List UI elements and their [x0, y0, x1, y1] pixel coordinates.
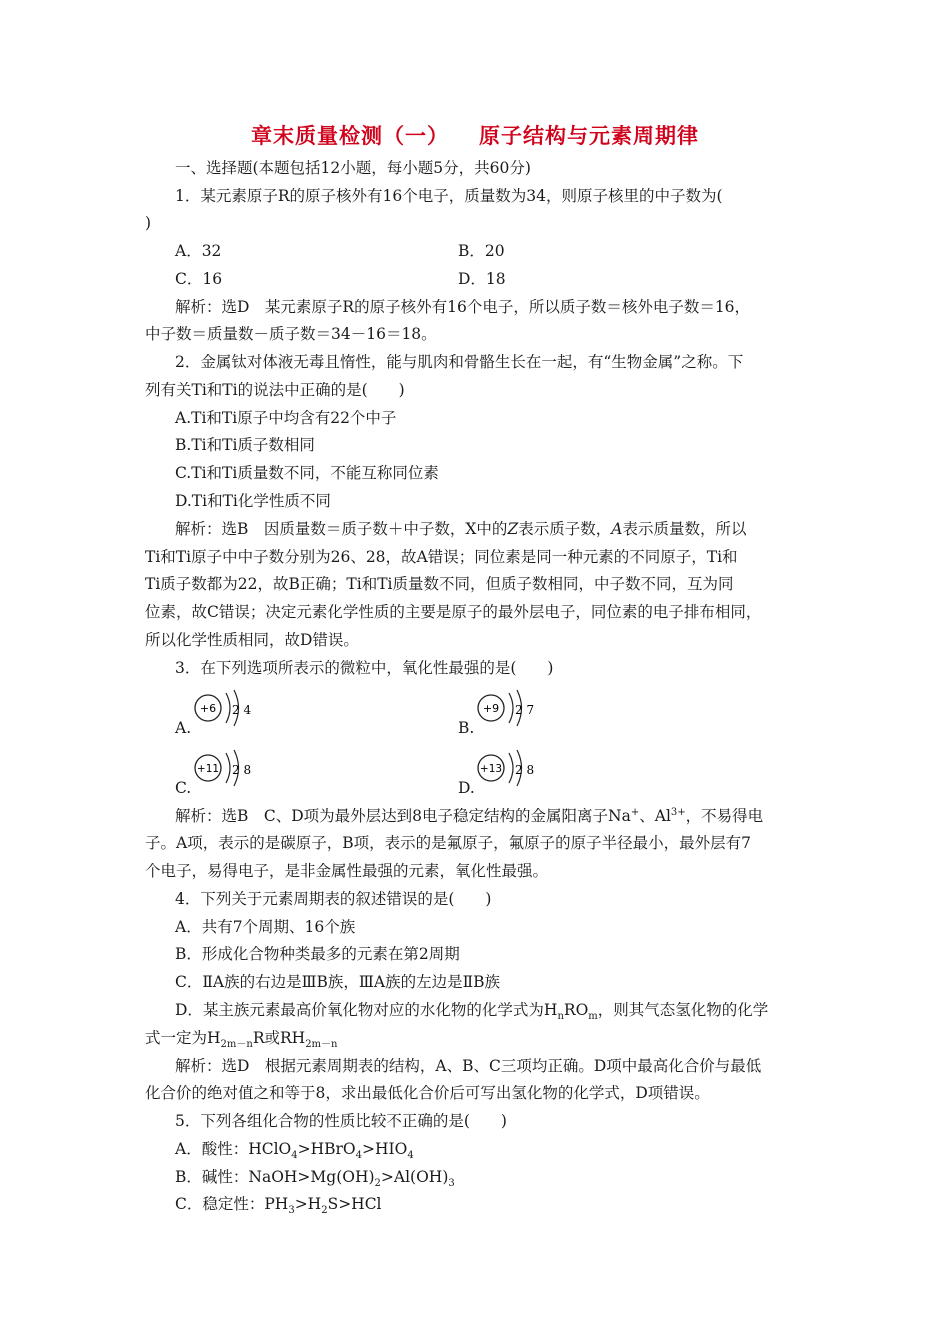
q5-c-text1: C．稳定性：PH [175, 1195, 289, 1213]
q4-d-sub1: n [557, 1011, 564, 1023]
atom-c-nucleus: +11 [196, 763, 220, 775]
q2-stem-line2: 列有关Ti和Ti的说法中正确的是( ) [145, 381, 405, 399]
q3-answer-sup1: + [630, 806, 640, 818]
q4-option-d-line1 [175, 1000, 769, 1023]
q1-answer-line1: 解析：选D 某元素原子R的原子核外有16个电子，所以质子数＝核外电子数＝16， [175, 298, 751, 316]
q5-c-sub2: 2 [321, 1205, 328, 1217]
q4-answer-line2: 化合价的绝对值之和等于8，求出最低化合价后可写出氢化物的化学式，D项错误。 [145, 1084, 710, 1102]
q5-option-c [175, 1194, 382, 1217]
page-title [0, 120, 950, 150]
atom-c-shells: 2 8 [232, 763, 252, 777]
atom-diagram-a [192, 688, 272, 734]
q4-option-a: A．共有7个周期、16个族 [175, 918, 356, 936]
q5-b-text1: B．碱性：NaOH>Mg(OH) [175, 1168, 375, 1186]
q5-a-text3: >HIO [362, 1140, 408, 1158]
q4-d2-text-a: 式一定为H [145, 1029, 221, 1047]
q4-answer-line1: 解析：选D 根据元素周期表的结构，A、B、C三项均正确。D项中最高化合价与最低 [175, 1057, 762, 1075]
q5-c-sub1: 3 [288, 1205, 295, 1217]
q2-stem-line1: 2．金属钛对体液无毒且惰性，能与肌肉和骨骼生长在一起，有“生物金属”之称。下 [175, 353, 744, 371]
q5-c-text2: >H [294, 1195, 322, 1213]
q3-answer-line3: 个电子，易得电子，是非金属性最强的元素，氧化性最强。 [145, 862, 549, 880]
q1-stem-line2: ) [145, 214, 152, 232]
q5-a-sub2: 4 [355, 1150, 363, 1162]
q3-answer-sup2: 3+ [670, 806, 686, 818]
q5-c-text3: S>HCl [327, 1195, 382, 1213]
q3-option-c-label: C. [175, 779, 192, 797]
atom-d-nucleus: +13 [479, 763, 503, 775]
q4-option-d-line2 [145, 1028, 338, 1051]
q5-b-text2: >Al(OH) [380, 1168, 449, 1186]
q2-option-d: D.Ti和Ti化学性质不同 [175, 492, 331, 510]
q4-d2-sub2: 2m－n [305, 1039, 338, 1051]
q3-option-d-label: D. [458, 779, 475, 797]
q5-stem: 5．下列各组化合物的性质比较不正确的是( ) [175, 1112, 507, 1130]
q2-option-b: B.Ti和Ti质子数相同 [175, 436, 315, 454]
q4-d2-sub1: 2m－n [220, 1039, 253, 1051]
q1-option-d: D．18 [458, 270, 506, 288]
q3-option-b-label: B. [458, 719, 475, 737]
q4-d-text-a: D．某主族元素最高价氧化物对应的水化物的化学式为H [175, 1001, 558, 1019]
atom-b-nucleus: +9 [482, 702, 500, 715]
q5-a-text1: A．酸性：HClO [175, 1140, 292, 1158]
q5-a-sub3: 4 [407, 1150, 414, 1162]
q2-answer-text-b: 表示质子数， [518, 520, 612, 538]
q4-d-sub2: m [588, 1011, 598, 1023]
q3-stem: 3．在下列选项所表示的微粒中，氧化性最强的是( ) [175, 659, 554, 677]
q3-answer-line1 [175, 806, 763, 826]
q2-answer-z: Z [507, 520, 519, 538]
q5-b-sub2: 3 [448, 1178, 455, 1190]
q2-answer-line4: 位素，故C错误；决定元素化学性质的主要是原子的最外层电子，同位素的电子排布相同， [145, 603, 762, 621]
q5-a-text2: >HBrO [297, 1140, 356, 1158]
q4-d2-text-b: R或RH [252, 1029, 306, 1047]
q5-option-b [175, 1167, 455, 1190]
q2-answer-line1 [175, 519, 746, 539]
q4-stem: 4．下列关于元素周期表的叙述错误的是( ) [175, 890, 492, 908]
q2-option-c: C.Ti和Ti质量数不同，不能互称同位素 [175, 464, 439, 482]
q1-option-a: A．32 [175, 242, 222, 260]
q1-option-b: B．20 [458, 242, 505, 260]
q1-stem-line1: 1．某元素原子R的原子核外有16个电子，质量数为34，则原子核里的中子数为( [175, 187, 723, 205]
atom-d-shells: 2 8 [515, 763, 535, 777]
q2-option-a: A.Ti和Ti原子中均含有22个中子 [175, 409, 397, 427]
q5-a-sub1: 4 [291, 1150, 298, 1162]
atom-a-shells: 2 4 [232, 703, 252, 717]
title-right: 原子结构与元素周期律 [479, 124, 699, 148]
atom-b-shells: 2 7 [515, 703, 535, 717]
q4-d-text-c: ，则其气态氢化物的化学 [597, 1001, 769, 1019]
q2-answer-text-c: 表示质量数，所以 [622, 520, 747, 538]
section-heading: 一、选择题(本题包括12小题，每小题5分，共60分) [175, 159, 531, 177]
q4-d-text-b: RO [563, 1001, 589, 1019]
q2-answer-line2: Ti和Ti原子中中子数分别为26、28，故A错误；同位素是同一种元素的不同原子，Ti和 [145, 548, 738, 566]
atom-diagram-b [475, 688, 555, 734]
q3-option-a-label: A. [175, 719, 192, 737]
q2-answer-text-a: 解析：选B 因质量数＝质子数＋中子数，X中的 [175, 520, 508, 538]
q3-answer-line2: 子。A项，表示的是碳原子，B项，表示的是氟原子，氟原子的原子半径最小，最外层有7 [145, 834, 751, 852]
q4-option-b: B．形成化合物种类最多的元素在第2周期 [175, 945, 460, 963]
q4-option-c: C．ⅡA族的右边是ⅢB族，ⅢA族的左边是ⅡB族 [175, 973, 500, 991]
q3-answer-text-b: 、Al [639, 807, 671, 825]
q1-answer-line2: 中子数＝质量数－质子数＝34－16＝18。 [145, 325, 437, 343]
q3-answer-text-c: ，不易得电 [685, 807, 764, 825]
atom-diagram-c [192, 748, 272, 794]
q5-option-a [175, 1139, 414, 1162]
atom-a-nucleus: +6 [199, 702, 217, 715]
title-left: 章末质量检测（一） [251, 124, 449, 148]
q1-option-c: C．16 [175, 270, 223, 288]
q5-b-sub1: 2 [374, 1178, 381, 1190]
q2-answer-line3: Ti质子数都为22，故B正确；Ti和Ti质量数不同，但质子数相同，中子数不同，互为同 [145, 575, 734, 593]
q3-answer-text-a: 解析：选B C、D项为最外层达到8电子稳定结构的金属阳离子Na [175, 807, 631, 825]
atom-diagram-d [475, 748, 555, 794]
q2-answer-a: A [611, 520, 623, 538]
q2-answer-line5: 所以化学性质相同，故D错误。 [145, 631, 359, 649]
